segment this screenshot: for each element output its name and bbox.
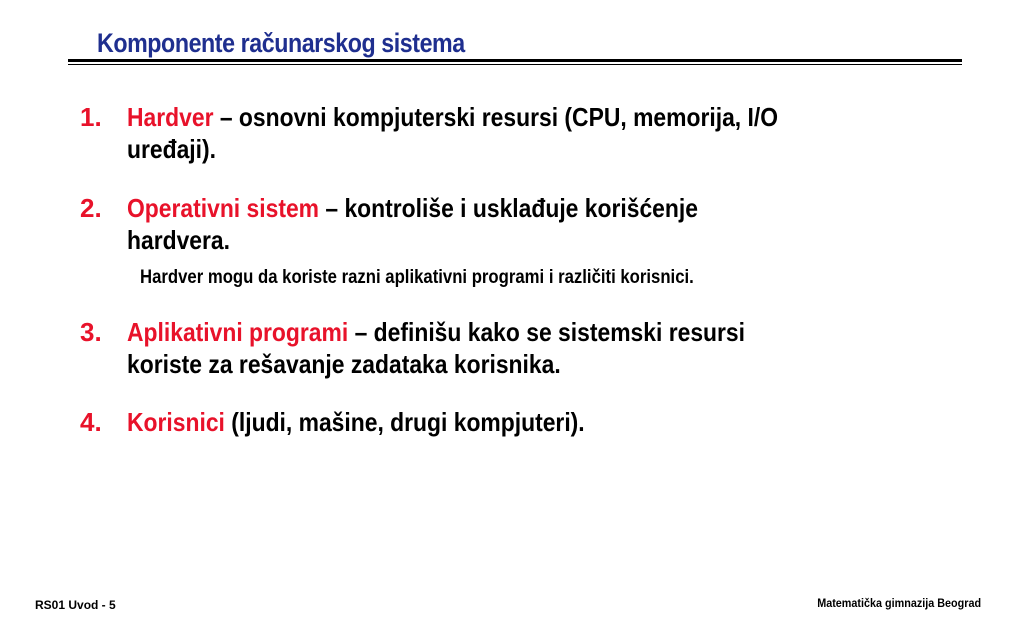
term-operativni-sistem: Operativni sistem xyxy=(127,193,320,223)
item-description-cont: uređaji). xyxy=(127,134,217,164)
term-hardver: Hardver xyxy=(127,102,214,132)
item-description-cont: hardvera. xyxy=(127,225,231,255)
list-number: 4. xyxy=(80,407,102,437)
title-rule-thin xyxy=(68,64,962,65)
list-item-korisnici xyxy=(80,406,940,438)
sub-note: Hardver mogu da koriste razni aplikativni programi i različiti korisnici. xyxy=(140,267,694,288)
list-item-text xyxy=(127,192,972,256)
item-description-cont: koriste za rešavanje zadataka korisnika. xyxy=(127,349,561,379)
list-item-text xyxy=(127,316,972,380)
list-item-hardver xyxy=(80,101,940,165)
list-item-operativni-sistem xyxy=(80,192,940,256)
item-description: – kontroliše i usklađuje korišćenje xyxy=(319,193,698,223)
list-number: 2. xyxy=(80,193,102,223)
item-description: – definišu kako se sistemski resursi xyxy=(348,317,746,347)
list-number: 1. xyxy=(80,102,102,132)
title-rule-thick xyxy=(68,59,962,62)
list-item-aplikativni-programi xyxy=(80,316,940,380)
list-item-text xyxy=(127,101,972,165)
term-korisnici: Korisnici xyxy=(127,407,225,437)
slide-title: Komponente računarskog sistema xyxy=(97,28,465,58)
term-aplikativni-programi: Aplikativni programi xyxy=(127,317,349,347)
footer-slide-number: RS01 Uvod - 5 xyxy=(35,598,116,612)
item-description: (ljudi, mašine, drugi kompjuteri). xyxy=(224,407,585,437)
footer-institution: Matematička gimnazija Beograd xyxy=(817,596,981,610)
list-item-text xyxy=(127,406,972,438)
list-number: 3. xyxy=(80,317,102,347)
item-description: – osnovni kompjuterski resursi (CPU, memorija, I/O xyxy=(213,102,779,132)
